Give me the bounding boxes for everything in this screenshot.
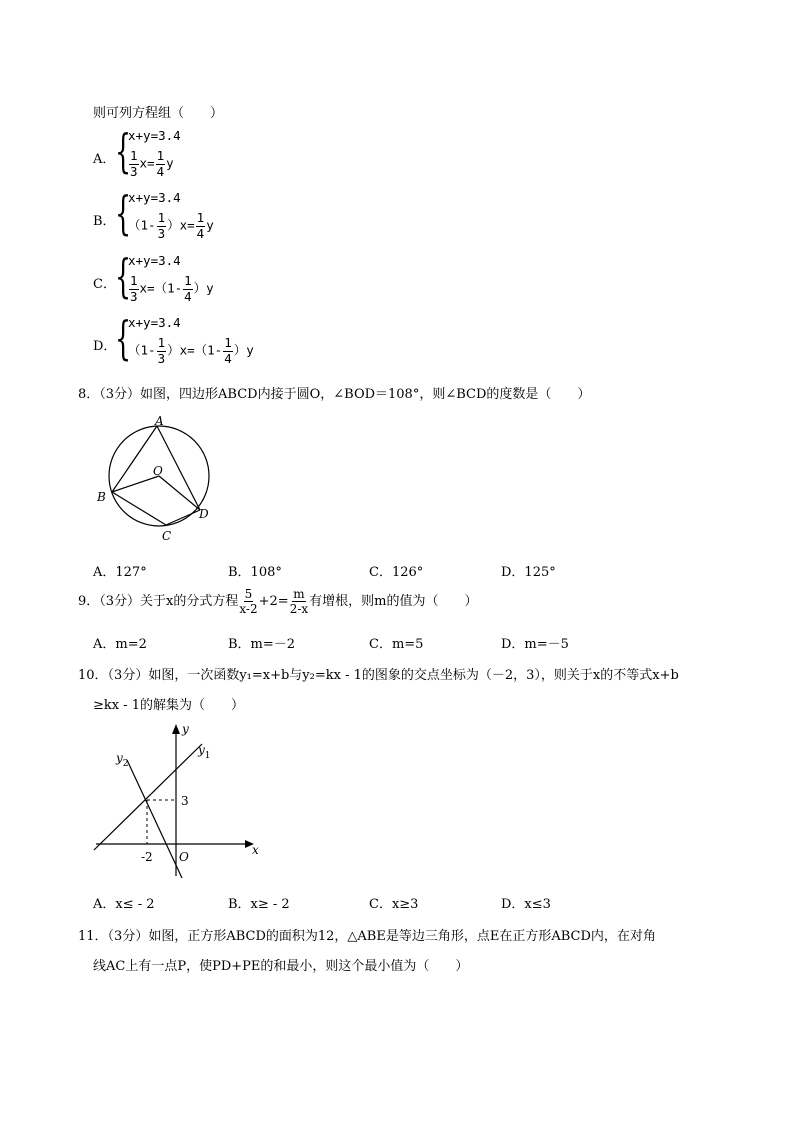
option-label: C． <box>93 277 116 292</box>
q10-option-a[interactable]: A．x≤ - 2 <box>93 897 155 912</box>
left-brace-icon: { <box>115 186 132 240</box>
q10-stem-line1: 10．（3分）如图，一次函数y₁=x+b与y₂=kx - 1的图象的交点坐标为（－2，3），则关于x的不等式x+b <box>78 668 679 683</box>
q9-option-a[interactable]: A．m=2 <box>93 637 147 652</box>
segment-ad <box>157 426 200 510</box>
equation-2: $\frac{1}{3}$ x=（1- $\frac{1}{4}$ ）y <box>130 273 214 304</box>
q9-option-c[interactable]: C．m=5 <box>369 637 424 652</box>
q9-option-b[interactable]: B．m=－2 <box>228 637 296 652</box>
q7-option-c[interactable] <box>93 251 293 311</box>
point-label-d: D <box>199 507 209 521</box>
option-label: B． <box>93 214 116 229</box>
equation-1: x+y=3.4 <box>128 190 181 205</box>
q8-option-a[interactable]: A．127° <box>93 565 147 580</box>
tick-label-neg2: -2 <box>141 850 153 864</box>
q7-option-a[interactable] <box>93 126 293 186</box>
segment-ob <box>112 476 159 492</box>
y-axis-arrow-icon <box>172 724 180 734</box>
tick-label-3: 3 <box>181 794 189 808</box>
option-label: D． <box>93 339 117 354</box>
origin-label: O <box>179 850 189 864</box>
y-axis-label: y <box>182 722 189 736</box>
q8-circle-figure <box>90 412 220 547</box>
point-label-c: C <box>162 529 172 543</box>
q11-stem-line2: 线AC上有一点P，使PD+PE的和最小，则这个最小值为（ ） <box>93 959 469 974</box>
left-brace-icon: { <box>115 124 132 178</box>
q8-stem: 8．（3分）如图，四边形ABCD内接于圆O，∠BOD＝108°，则∠BCD的度数是（ ） <box>78 387 591 402</box>
line-y2 <box>127 760 182 878</box>
segment-bc <box>112 492 166 525</box>
q10-graph-figure <box>90 720 270 885</box>
point-label-o: O <box>153 464 163 478</box>
x-axis-label: x <box>252 843 259 857</box>
q9-stem: 9．（3分）关于x的分式方程 $\frac{5}{x-2}$ +2= $\frac{m}{2-x}$ 有增根，则m的值为（ ） <box>78 587 478 616</box>
q7-intro: 则可列方程组（ ） <box>93 106 224 121</box>
q10-option-b[interactable]: B．x≥ - 2 <box>228 897 290 912</box>
q10-option-d[interactable]: D．x≤3 <box>501 897 551 912</box>
equation-2: $\frac{1}{3}$ x= $\frac{1}{4}$ y <box>130 148 174 179</box>
point-label-a: A <box>155 414 164 428</box>
y2-label: $y_2$ <box>116 751 129 769</box>
segment-cd <box>166 510 200 525</box>
q8-option-c[interactable]: C．126° <box>369 565 424 580</box>
segment-od <box>159 476 200 510</box>
q8-option-d[interactable]: D．125° <box>501 565 556 580</box>
q10-option-c[interactable]: C．x≥3 <box>369 897 419 912</box>
q8-option-b[interactable]: B．108° <box>228 565 282 580</box>
segment-ab <box>112 426 157 492</box>
q7-option-b[interactable] <box>93 188 293 248</box>
equation-1: x+y=3.4 <box>128 253 181 268</box>
equation-2: （1- $\frac{1}{3}$ ）x= $\frac{1}{4}$ y <box>128 210 214 241</box>
q11-stem-line1: 11．（3分）如图，正方形ABCD的面积为12，△ABE是等边三角形，点E在正方形ABCD内，在对角 <box>78 929 656 944</box>
left-brace-icon: { <box>115 249 132 303</box>
option-label: A． <box>93 152 116 167</box>
q10-stem-line2: ≥kx - 1的解集为（ ） <box>93 698 245 713</box>
point-label-b: B <box>97 490 106 504</box>
equation-2: （1- $\frac{1}{3}$ ）x=（1- $\frac{1}{4}$ ）y <box>128 335 254 366</box>
equation-1: x+y=3.4 <box>128 128 181 143</box>
q9-option-d[interactable]: D．m=－5 <box>501 637 569 652</box>
q7-option-d[interactable] <box>93 313 313 373</box>
y1-label: $y_1$ <box>198 743 211 761</box>
equation-1: x+y=3.4 <box>128 315 181 330</box>
left-brace-icon: { <box>115 311 132 365</box>
